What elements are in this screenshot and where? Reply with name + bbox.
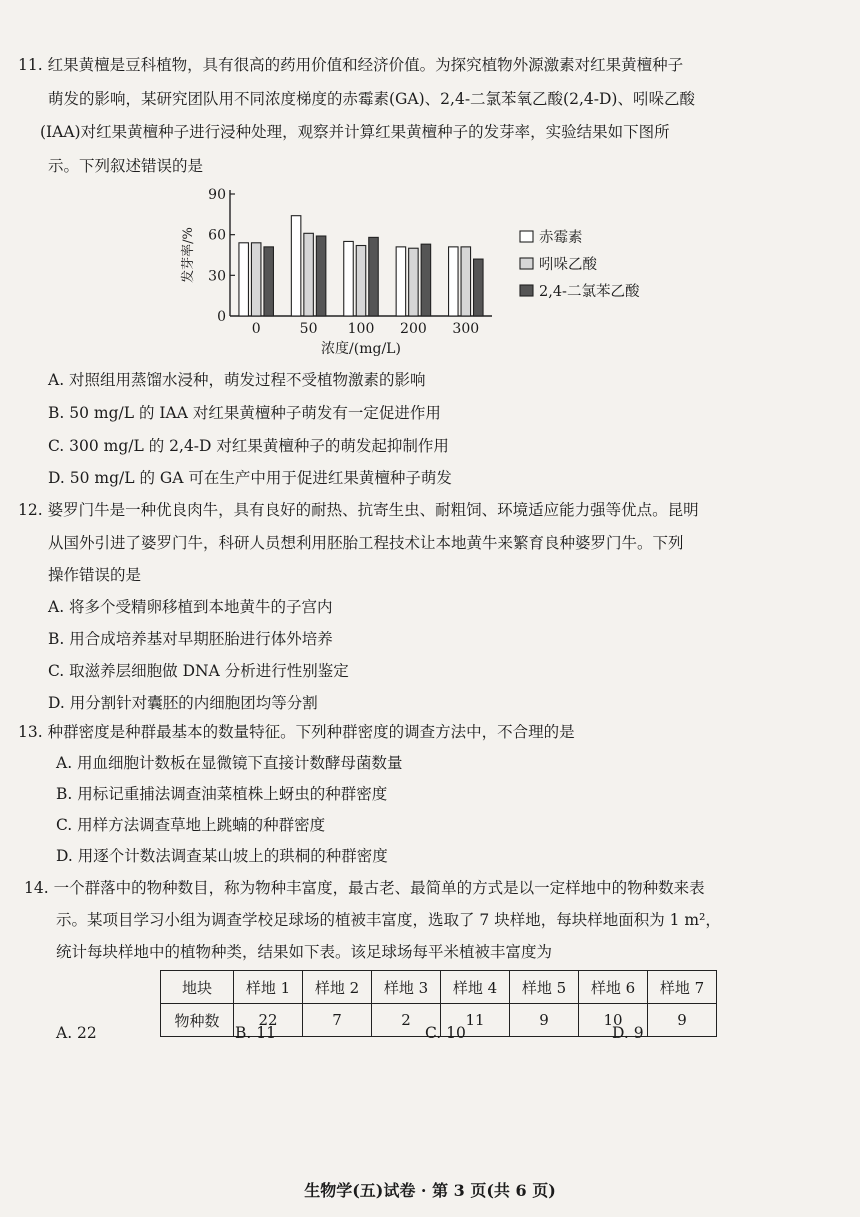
q11-line-2: 萌发的影响，某研究团队用不同浓度梯度的赤霉素(GA)、2,4-二氯苯氧乙酸(2,4-D)、吲哚乙酸 bbox=[48, 90, 695, 108]
page-footer: 生物学(五)试卷 · 第 3 页(共 6 页) bbox=[304, 1181, 556, 1200]
y-tick-label: 0 bbox=[217, 309, 226, 325]
q12-line-2: 从国外引进了婆罗门牛，科研人员想利用胚胎工程技术让本地黄牛来繁育良种婆罗门牛。下列 bbox=[48, 534, 684, 552]
table-header-row bbox=[161, 971, 717, 1004]
q11-option-d[interactable]: D. 50 mg/L 的 GA 可在生产中用于促进红果黄檀种子萌发 bbox=[48, 469, 452, 487]
table-count-6: 10 bbox=[579, 1004, 648, 1037]
q11-line-3: (IAA)对红果黄檀种子进行浸种处理，观察并计算红果黄檀种子的发芽率，实验结果如下图所 bbox=[40, 123, 670, 141]
table-plot-5: 样地 5 bbox=[510, 971, 579, 1004]
q14-line-1: 14. 一个群落中的物种数目，称为物种丰富度，最古老、最简单的方式是以一定样地中的物种数来表 bbox=[24, 879, 705, 897]
table-plot-2: 样地 2 bbox=[303, 971, 372, 1004]
table-plot-4: 样地 4 bbox=[441, 971, 510, 1004]
q12-option-d[interactable]: D. 用分割针对囊胚的内细胞团均等分割 bbox=[48, 694, 318, 712]
q14-option-a[interactable]: A. 22 bbox=[56, 1024, 97, 1042]
q14-option-d[interactable]: D. 9 bbox=[612, 1024, 644, 1042]
table-plot-6: 样地 6 bbox=[579, 971, 648, 1004]
q14-line-3: 统计每块样地中的植物种类，结果如下表。该足球场每平米植被丰富度为 bbox=[56, 943, 553, 961]
y-tick-label: 60 bbox=[208, 227, 226, 244]
table-plot-1: 样地 1 bbox=[234, 971, 303, 1004]
bar bbox=[396, 247, 406, 316]
bar bbox=[251, 243, 261, 316]
table-count-7: 9 bbox=[648, 1004, 717, 1037]
q12-line-1: 12. 婆罗门牛是一种优良肉牛，具有良好的耐热、抗寄生虫、耐粗饲、环境适应能力强等优点。昆明 bbox=[18, 501, 699, 519]
bar bbox=[344, 241, 354, 316]
germination-bar-chart bbox=[175, 183, 695, 363]
q11-line-1: 11. 红果黄檀是豆科植物，具有很高的药用价值和经济价值。为探究植物外源激素对红果黄檀种子 bbox=[18, 56, 684, 74]
table-count-1: 22 bbox=[234, 1004, 303, 1037]
q11-option-a[interactable]: A. 对照组用蒸馏水浸种，萌发过程不受植物激素的影响 bbox=[48, 371, 426, 389]
legend-swatch bbox=[520, 285, 533, 296]
y-tick-label: 90 bbox=[208, 187, 226, 203]
bar bbox=[356, 246, 366, 316]
bar bbox=[449, 247, 459, 316]
q12-option-b[interactable]: B. 用合成培养基对早期胚胎进行体外培养 bbox=[48, 630, 333, 648]
table-count-3: 2 bbox=[372, 1004, 441, 1037]
q14-option-c[interactable]: C. 10 bbox=[425, 1024, 466, 1042]
legend-label: 赤霉素 bbox=[539, 230, 583, 246]
q13-line-1: 13. 种群密度是种群最基本的数量特征。下列种群密度的调查方法中，不合理的是 bbox=[18, 723, 575, 741]
q13-option-b[interactable]: B. 用标记重捕法调查油菜植株上蚜虫的种群密度 bbox=[56, 785, 388, 803]
bar bbox=[474, 259, 484, 316]
table-plot-3: 样地 3 bbox=[372, 971, 441, 1004]
legend-label: 吲哚乙酸 bbox=[539, 257, 597, 273]
legend-swatch bbox=[520, 258, 533, 269]
table-count-5: 9 bbox=[510, 1004, 579, 1037]
table-header-label: 地块 bbox=[161, 971, 234, 1004]
x-axis-label: 浓度/(mg/L) bbox=[321, 341, 401, 357]
q14-line-2: 示。某项目学习小组为调查学校足球场的植被丰富度，选取了 7 块样地，每块样地面积为 1 m²， bbox=[56, 911, 721, 929]
x-tick-label: 0 bbox=[251, 321, 261, 337]
q11-option-c[interactable]: C. 300 mg/L 的 2,4-D 对红果黄檀种子的萌发起抑制作用 bbox=[48, 437, 449, 455]
q12-line-3: 操作错误的是 bbox=[48, 566, 142, 584]
table-count-4: 11 bbox=[441, 1004, 510, 1037]
q12-option-c[interactable]: C. 取滋养层细胞做 DNA 分析进行性别鉴定 bbox=[48, 662, 349, 680]
legend-label: 2,4-二氯苯乙酸 bbox=[539, 284, 640, 300]
bar bbox=[239, 243, 249, 316]
x-tick-label: 100 bbox=[347, 321, 375, 337]
q13-option-d[interactable]: D. 用逐个计数法调查某山坡上的珙桐的种群密度 bbox=[56, 847, 388, 865]
x-tick-label: 200 bbox=[400, 321, 427, 337]
bar bbox=[409, 248, 419, 316]
bar bbox=[461, 247, 471, 316]
legend-swatch bbox=[520, 231, 533, 242]
q11-option-b[interactable]: B. 50 mg/L 的 IAA 对红果黄檀种子萌发有一定促进作用 bbox=[48, 404, 441, 422]
x-tick-label: 300 bbox=[452, 321, 480, 337]
q14-option-b[interactable]: B. 11 bbox=[235, 1024, 276, 1042]
q13-option-c[interactable]: C. 用样方法调查草地上跳蝻的种群密度 bbox=[56, 816, 326, 834]
bar bbox=[291, 216, 301, 316]
table-count-2: 7 bbox=[303, 1004, 372, 1037]
bar bbox=[421, 244, 431, 316]
table-row-label: 物种数 bbox=[161, 1004, 234, 1037]
bar bbox=[264, 247, 274, 316]
bar bbox=[304, 233, 314, 316]
bar bbox=[316, 236, 326, 316]
bar bbox=[369, 237, 379, 316]
q13-option-a[interactable]: A. 用血细胞计数板在显微镜下直接计数酵母菌数量 bbox=[56, 754, 403, 772]
y-axis-label: 发芽率/% bbox=[181, 227, 196, 283]
table-plot-7: 样地 7 bbox=[648, 971, 717, 1004]
q12-option-a[interactable]: A. 将多个受精卵移植到本地黄牛的子宫内 bbox=[48, 598, 333, 616]
x-tick-label: 50 bbox=[299, 321, 318, 337]
y-tick-label: 30 bbox=[208, 268, 226, 285]
q11-line-4: 示。下列叙述错误的是 bbox=[48, 157, 204, 175]
